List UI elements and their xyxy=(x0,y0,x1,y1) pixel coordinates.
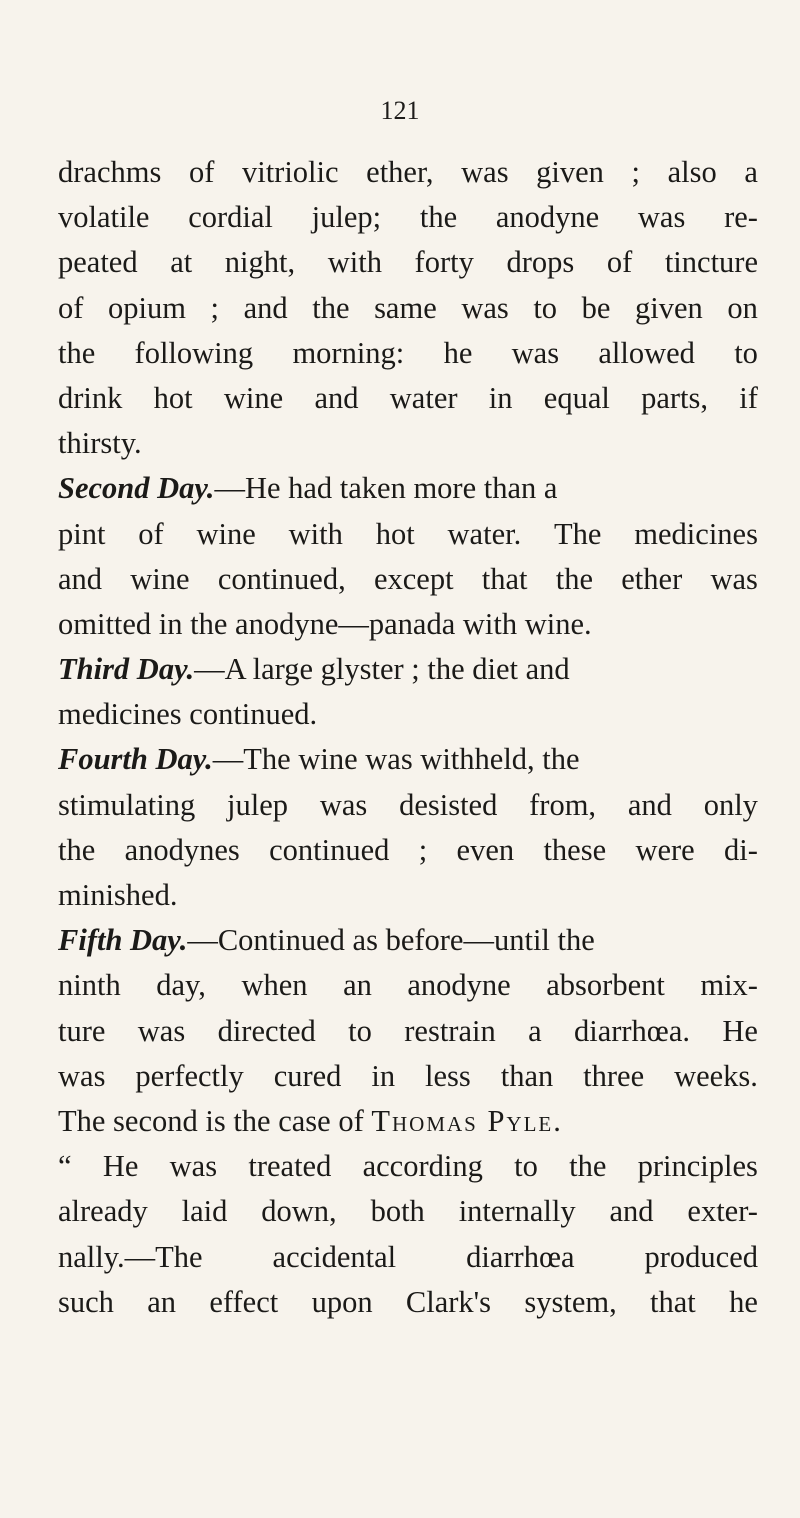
text-line: omitted in the anodyne—panada with wine. xyxy=(58,606,592,641)
text-line: such an effect upon Clark's system, that he xyxy=(58,1284,758,1319)
paragraph-second-day-first-line xyxy=(58,466,758,511)
text-line: and wine continued, except that the ether was xyxy=(58,561,758,596)
fourth-day-heading: Fourth Day. xyxy=(58,742,213,777)
paragraph-third-day-first-line xyxy=(58,647,758,692)
text-line: volatile cordial julep; the anodyne was re- xyxy=(58,200,758,235)
second-day-heading: Second Day. xyxy=(58,471,215,506)
third-day-text: —A large glyster ; the diet and xyxy=(194,652,570,687)
case-lead-text: The second is the case of xyxy=(58,1103,372,1138)
paragraph-fourth-day-first-line xyxy=(58,737,758,782)
text-line: the following morning: he was allowed to xyxy=(58,335,758,370)
text-line: medicines continued. xyxy=(58,697,318,732)
fifth-day-heading: Fifth Day. xyxy=(58,923,188,958)
text-line: the anodynes continued ; even these were di- xyxy=(58,832,758,867)
page-number: 121 xyxy=(380,96,420,125)
text-line: pint of wine with hot water. The medicines xyxy=(58,516,758,551)
text-line: peated at night, with forty drops of tincture xyxy=(58,245,758,280)
text-line: minished. xyxy=(58,878,178,912)
text-line: “ He was treated according to the principles xyxy=(58,1149,758,1184)
third-day-heading: Third Day. xyxy=(58,652,195,687)
fifth-day-text: —Continued as before—until the xyxy=(187,923,595,958)
fourth-day-text: —The wine was withheld, the xyxy=(212,742,580,777)
text-line: stimulating julep was desisted from, and only xyxy=(58,787,758,822)
text-line: of opium ; and the same was to be given on xyxy=(58,290,758,325)
patient-name: Thomas Pyle. xyxy=(371,1103,563,1138)
text-line: already laid down, both internally and exter- xyxy=(58,1194,758,1229)
paragraph-case-first-line xyxy=(58,1099,758,1144)
paragraph-fifth-day-first-line xyxy=(58,918,758,963)
text-line: thirsty. xyxy=(58,426,142,461)
body-text xyxy=(58,150,758,1325)
text-line: was perfectly cured in less than three weeks. xyxy=(58,1058,758,1093)
text-line: nally.—The accidental diarrhœa produced xyxy=(58,1239,758,1274)
text-line: ture was directed to restrain a diarrhœa. He xyxy=(58,1013,758,1048)
text-line: drink hot wine and water in equal parts, if xyxy=(58,380,758,415)
text-line: drachms of vitriolic ether, was given ; also a xyxy=(58,155,758,189)
text-line: ninth day, when an anodyne absorbent mix- xyxy=(58,968,758,1003)
second-day-text: —He had taken more than a xyxy=(214,471,558,506)
